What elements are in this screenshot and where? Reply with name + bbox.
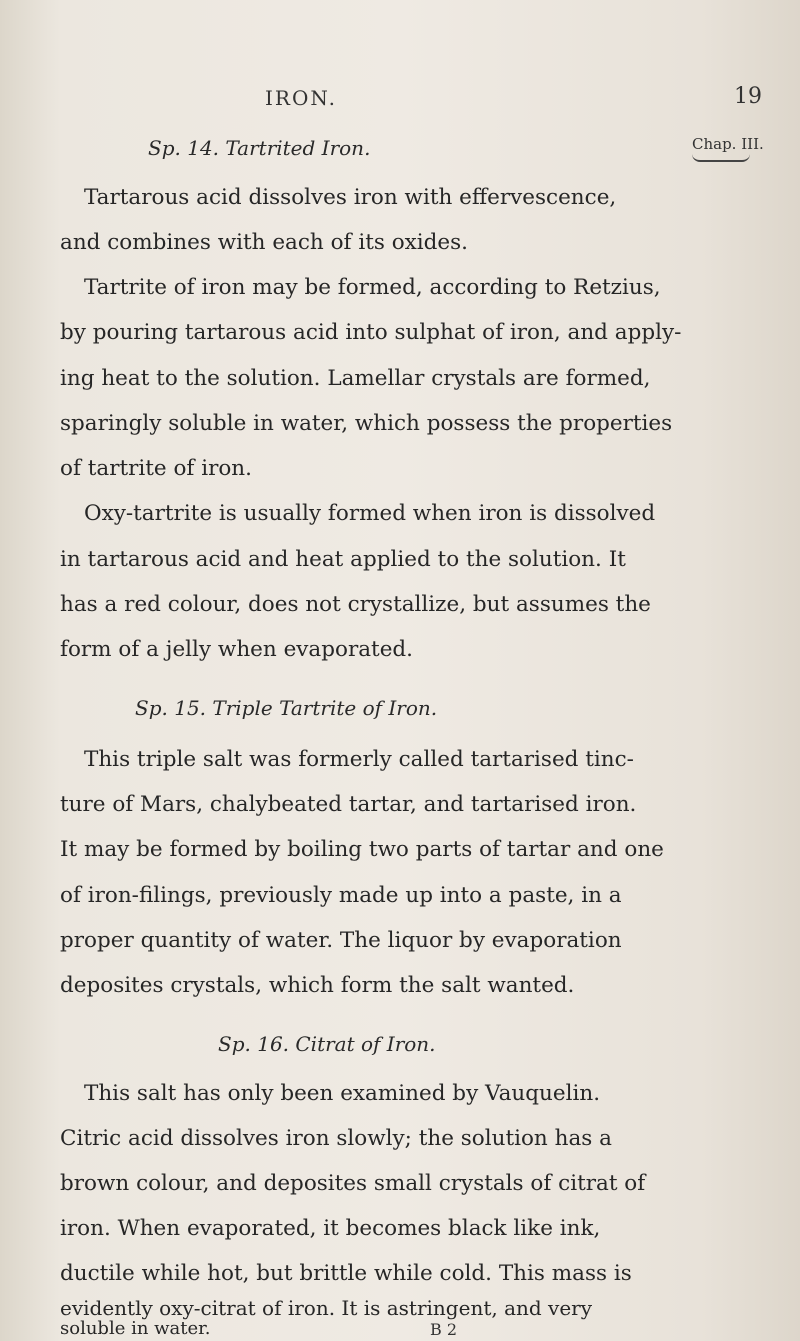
text-line: proper quantity of water. The liquor by evaporation (60, 928, 622, 953)
section-heading: Sp. 14. Tartrited Iron. (148, 136, 371, 160)
text-line: iron. When evaporated, it becomes black like ink, (60, 1216, 601, 1241)
text-line: form of a jelly when evaporated. (60, 637, 414, 662)
chapter-label: Chap. III. (692, 135, 764, 153)
page-number: 19 (734, 84, 762, 109)
text-line: in tartarous acid and heat applied to the solution. It (60, 547, 626, 572)
text-line: brown colour, and deposites small crystals of citrat of (60, 1171, 646, 1196)
text-line: sparingly soluble in water, which possess the properties (60, 411, 673, 436)
text-line: of tartrite of iron. (60, 456, 252, 481)
section-heading: Sp. 16. Citrat of Iron. (218, 1032, 436, 1056)
text-line: ture of Mars, chalybeated tartar, and tartarised iron. (60, 792, 637, 817)
text-line: It may be formed by boiling two parts of tartar and one (60, 837, 664, 862)
text-line: ing heat to the solution. Lamellar crystals are formed, (60, 366, 651, 391)
text-line: evidently oxy-citrat of iron. It is astringent, and very (60, 1296, 593, 1320)
text-line: This salt has only been examined by Vauquelin. (84, 1081, 601, 1106)
text-line: This triple salt was formerly called tartarised tinc- (84, 747, 634, 772)
text-line: soluble in water. (60, 1318, 211, 1339)
text-line: Tartrite of iron may be formed, according to Retzius, (84, 275, 661, 300)
text-line: ductile while hot, but brittle while cold. This mass is (60, 1261, 632, 1286)
text-line: of iron-filings, previously made up into a paste, in a (60, 883, 622, 908)
section-heading: Sp. 15. Triple Tartrite of Iron. (135, 696, 438, 720)
signature-mark: B 2 (430, 1320, 458, 1339)
text-line: Oxy-tartrite is usually formed when iron is dissolved (84, 501, 656, 526)
text-line: and combines with each of its oxides. (60, 230, 468, 255)
text-line: deposites crystals, which form the salt wanted. (60, 973, 575, 998)
running-header: IRON. (265, 86, 337, 110)
text-line: by pouring tartarous acid into sulphat of iron, and apply- (60, 320, 682, 345)
text-line: has a red colour, does not crystallize, but assumes the (60, 592, 651, 617)
text-line: Citric acid dissolves iron slowly; the solution has a (60, 1126, 612, 1151)
text-line: Tartarous acid dissolves iron with effervescence, (84, 185, 617, 210)
